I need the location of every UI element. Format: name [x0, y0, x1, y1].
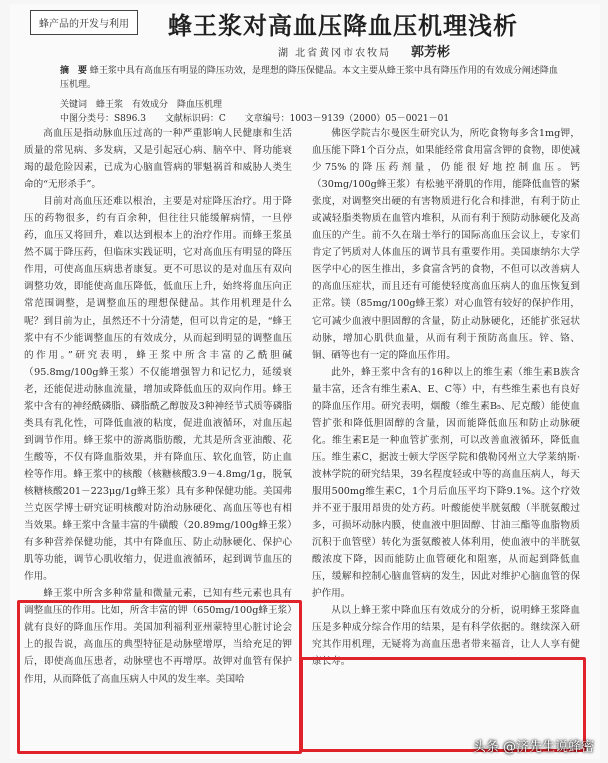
article-header — [18, 6, 588, 60]
column-label: 蜂产品的开发与利用 — [30, 10, 138, 35]
abstract — [60, 64, 560, 92]
article-title: 蜂王浆对高血压降血压机理浅析 — [168, 12, 518, 40]
highlight-box-left — [17, 600, 302, 754]
abstract-label: 摘 要 — [60, 66, 88, 76]
author-name: 郭芳彬 — [411, 45, 451, 60]
class-number: 中图分类号：S896.3 — [60, 114, 146, 124]
document-code: 文献标识码：C — [164, 114, 226, 124]
keywords: 关键词 蜂王浆 有效成分 降血压机理 — [60, 100, 223, 110]
abstract-text: 蜂王浆中具有高血压有明显的降压功效，是理想的降压保健品。本文主要从蜂王浆中具有降压作用的有效成分阐述降血压机理。 — [60, 66, 558, 90]
left-paragraph: 目前对高血压还难以根治，主要是对症降压治疗。用于降压的药物很多，约有百余种，但往往只能缓解病情，一旦停药，血压又将回升，难以达到根本上的治疗作用。而蜂王浆虽然不属于降压药，但临床实践证明，它对高血压有明显的降压作用，可使高血压病患者康复。更不可思议的是对血压有双向调整功效，即能使高血压降低，低血压上升，始终将血压向正常范围调整，是调整血压的理想保健品。其作用机理是什么呢？到目前为止，虽然还不十分清楚，但可以肯定的是，“蜂王浆中有不少能调整血压的有效成分，从而起到明显的调整血压的作用。”研究表明，蜂王浆中所含丰富的乙酰胆碱（95.8mg/100g蜂王浆）不仅能增强智力和记忆力，延缓衰老，还能促进动脉血流量，增加或降低血压的双向作用。蜂王浆中含有的神经酰磷脂、磷脂酰乙醇胺及3种神经节式质等磷脂类具有乳化性，可降低血液的粘度，促进血液循环，对血压起到调节作用。蜂王浆中的游离脂肪酸，尤其是所含亚油酸、花生酸等，不仅有降血脂效果，并有降血压、软化血管，防止血栓等作用。蜂王浆中的核酸（核糖核酸3.9－4.8mg/1g，脱氧核糖核酸201－223μg/1g蜂王浆）具有多种保健功能。美国弗兰克医学博士研究证明核酸对防治动脉硬化、高血压等也有相当效果。蜂王浆中含量丰富的牛磺酸（20.89mg/100g蜂王浆）有多种营养保健功能，其中有降血压、防止动脉硬化、保护心肌等功能，调节心肌收缩力，促进血液循环，起到调节血压的作用。 — [24, 196, 292, 583]
article-meta — [60, 98, 560, 126]
right-column — [312, 125, 580, 671]
article-number: 文章编号：1003－9139（2000）05－0021－01 — [244, 114, 450, 124]
right-paragraph: 从以上蜂王浆中降血压有效成分的分析，说明蜂王浆降血压是多种成分综合作用的结果，是有科学依据的。继续深入研究其作用机理，无疑将为高血压患者带来福音，让人人享有健康长寿。 — [312, 605, 580, 668]
right-paragraph: 佛医学院吉尔曼医生研究认为，所吃食物每多含1mg钾，血压能下降1个百分点，如果能经常食用富含钾的食物，即使减少75%的降压药剂量，仍能很好地控制血压。钙（30mg/100g蜂王浆）有松驰平滑肌的作用，能降低血管的紧张度，对调整突出硬的有害物质进行化合和排泄，有利于防止或减轻脂类物质在血管内堆积，从而有利于预防动脉硬化及高血压的产生。前不久在瑞士举行的国际高血压会议上，专家们肯定了钙质对人体血压的调节具有重要作用。美国康纳尔大学医学中心的医生推出，多食富含钙的食物，不但可以改善病人的高血压症状，而且还有可能使轻度高血压病人的血压恢复到正常。镁（85mg/100g蜂王浆）对心血管有较好的保护作用，它可减少血液中胆固醇的含量，防止动脉硬化，还能扩张冠状动脉，增加心肌供血量，从而有利于预防高血压。锌、铬、铜、硒等也有一定的降血压作用。 — [312, 128, 580, 361]
left-paragraph: 蜂王浆中所含多种常量和微量元素，已知有些元素也具有调整血压的作用。比如，所含丰富的钾（650mg/100g蜂王浆）就有良好的降血压作用。美国加利福利亚州蒙特里心脏讨论会上的报告说，高血压的典型特征是动脉壁增厚，当给充足的钾后，即使高血压患者，动脉壁也不再增厚。故钾对血管有保护作用，从而降低了高血压病人中风的发生率。美国哈 — [24, 588, 292, 685]
source-watermark: 头条 @济先生说蜂密 — [472, 740, 594, 755]
left-paragraph: 高血压是指动脉血压过高的一种严重影响人民健康和生活质量的常见病、多发病，又是引起冠心病、脑卒中、肾功能衰竭的最危险因素，已成为心脑血管病的罪魁祸首和威胁人类生命的“无形杀手”。 — [24, 128, 292, 191]
author-affiliation: 湖 北省黄冈市农牧局 — [278, 48, 392, 59]
right-paragraph: 此外，蜂王浆中含有的16种以上的维生素（维生素B族含量丰富，还含有维生素A、E、C等）中，有些维生素也有良好的降血压作用。研究表明，烟酸（维生素B₅、尼克酸）能使血管扩张和降低胆固醇的含量，因而能降低血压和防止动脉硬化。维生素E是一种血管扩张剂，可以改善血液循环，降低血压。维生素C，据波士顿大学医学院和俄勒冈州立大学莱纳斯·波林学院的研究结果，39名程度轻或中等的高血压病人，每天服用500mg维生素C，1个月后血压平均下降9.1%。这个疗效并不亚于服用昂贵的处方药。叶酸能使半胱氨酸（半胱氨酸过多，可损坏动脉内膜，使血液中胆固醇、甘油三酯等血脂物质沉积于血管壁）转化为蛋氨酸被人体利用，使血液中的半胱氨酸浓度下降，因而能防止血管硬化和阻塞，从而起到降低血压，缓解和控制心脑血管病的发生，因此对维护心脑血管的保护作用。 — [312, 366, 580, 600]
